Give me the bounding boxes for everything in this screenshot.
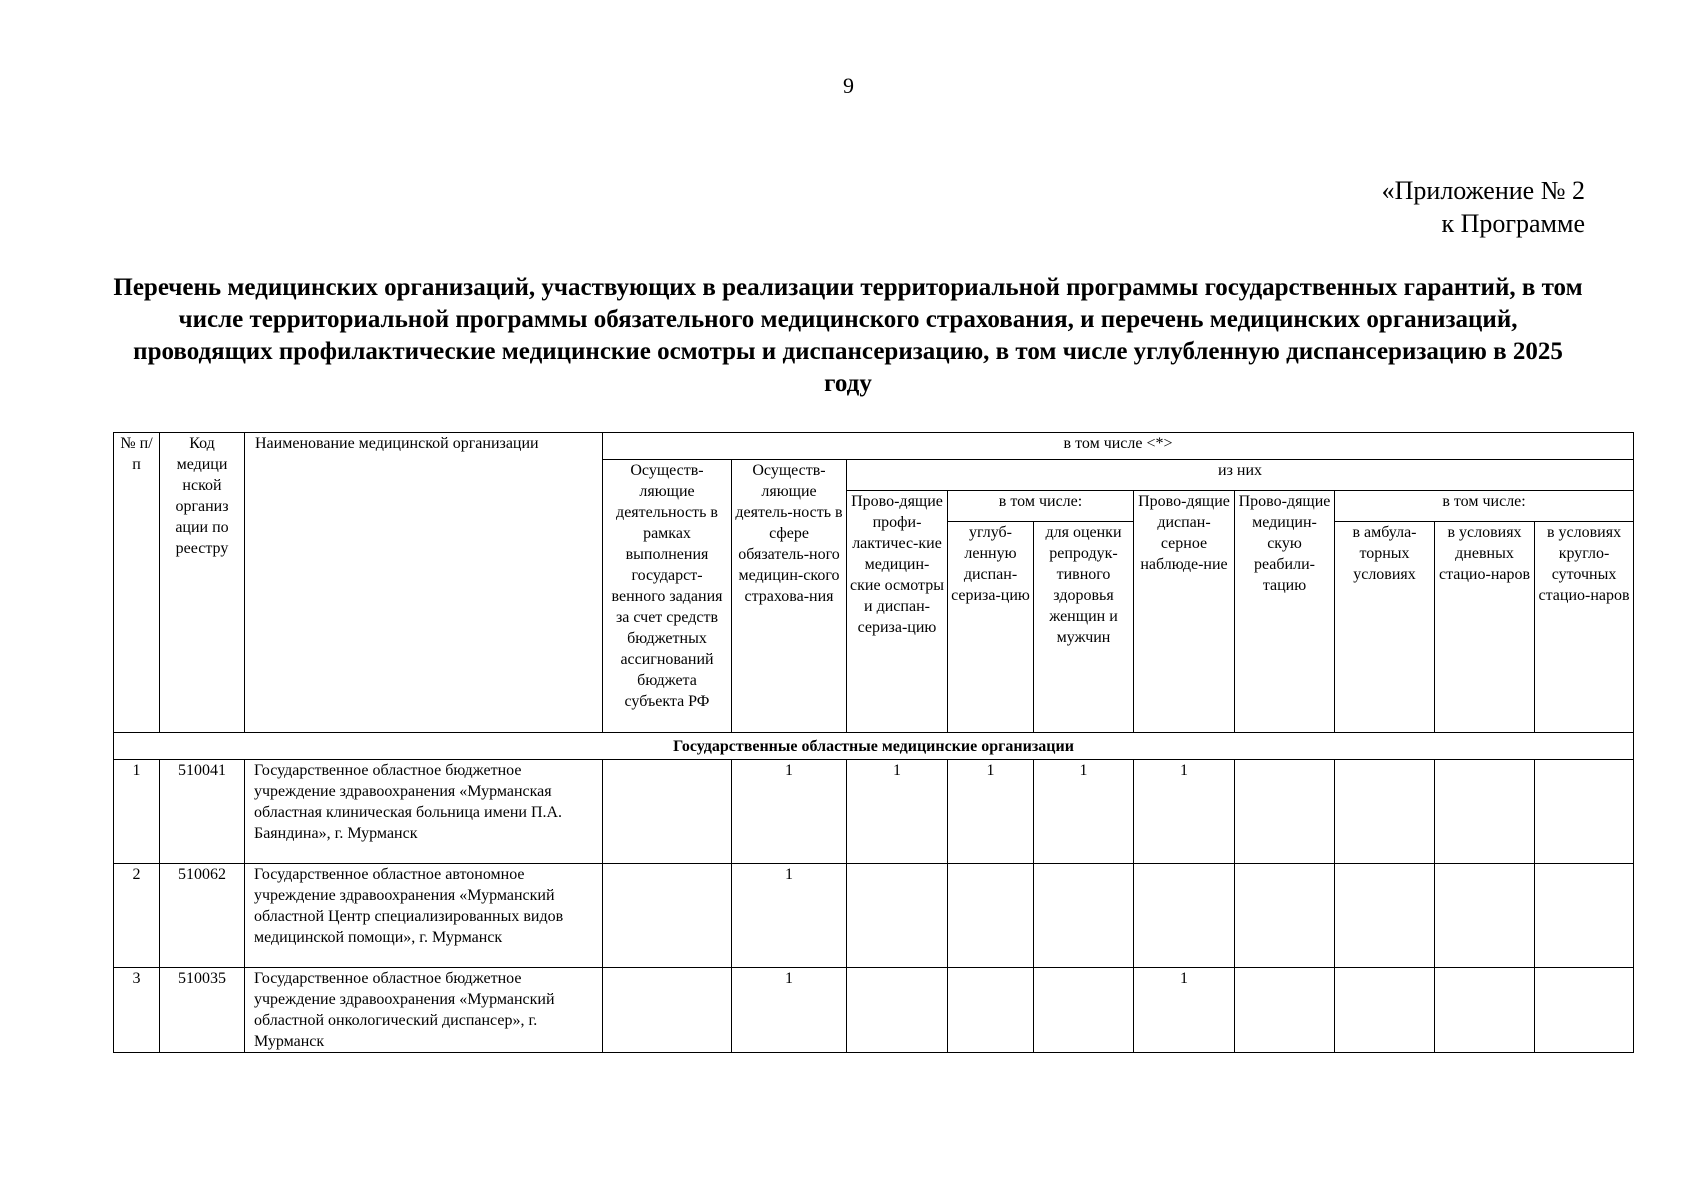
appendix-line-1: «Приложение № 2 xyxy=(1381,176,1585,205)
header-deep: углуб-ленную диспан-сериза-цию xyxy=(948,522,1034,733)
cell-oms: 1 xyxy=(732,968,847,1053)
cell-reproductive xyxy=(1034,864,1134,968)
header-oms: Осуществ-ляющие деятель-ность в сфере обязатель-ного медицин-ского страхова-ния xyxy=(732,460,847,733)
cell-num: 2 xyxy=(114,864,160,968)
header-including: в том числе <*> xyxy=(603,433,1634,460)
appendix-label xyxy=(1382,174,1585,240)
cell-rehab xyxy=(1235,968,1335,1053)
header-including-1: в том числе: xyxy=(948,491,1134,522)
cell-state-task xyxy=(603,760,732,864)
section-row xyxy=(114,733,1634,760)
cell-name: Государственное областное автономное учреждение здравоохранения «Мурманский областной Центр специализированных видов медицинской помощи», г. Мурманск xyxy=(245,864,603,968)
cell-dispensary: 1 xyxy=(1134,760,1235,864)
cell-day-hospital xyxy=(1435,864,1535,968)
cell-prof-exams xyxy=(847,864,948,968)
cell-ambulatory xyxy=(1335,968,1435,1053)
table-row xyxy=(114,760,1634,864)
document-title: Перечень медицинских организаций, участвующих в реализации территориальной программы государственных гарантий, в том числе территориальной программы обязательного медицинского страхования, и перечень медицинских организаций, проводящих профилактические медицинские осмотры и диспансеризацию, в том числе углубленную диспансеризацию в 2025 году xyxy=(113,274,1583,397)
header-prof-exams: Прово-дящие профи-лактичес-кие медицин-ские осмотры и диспан-сериза-цию xyxy=(847,491,948,733)
cell-reproductive: 1 xyxy=(1034,760,1134,864)
cell-name: Государственное областное бюджетное учреждение здравоохранения «Мурманская областная клиническая больница имени П.А. Баяндина», г. Мурманск xyxy=(245,760,603,864)
header-state-task: Осуществ-ляющие деятельность в рамках выполнения государст-венного задания за счет средств бюджетных ассигнований бюджета субъекта РФ xyxy=(603,460,732,733)
cell-rehab xyxy=(1235,864,1335,968)
header-of-them: из них xyxy=(847,460,1634,491)
cell-day-hospital xyxy=(1435,760,1535,864)
cell-code: 510035 xyxy=(160,968,245,1053)
cell-prof-exams: 1 xyxy=(847,760,948,864)
cell-code: 510062 xyxy=(160,864,245,968)
cell-reproductive xyxy=(1034,968,1134,1053)
cell-state-task xyxy=(603,864,732,968)
header-dispensary: Прово-дящие диспан-серное наблюде-ние xyxy=(1134,491,1235,733)
cell-deep: 1 xyxy=(948,760,1034,864)
table-row xyxy=(114,864,1634,968)
cell-round-clock xyxy=(1535,760,1634,864)
header-ambulatory: в амбула-торных условиях xyxy=(1335,522,1435,733)
header-name: Наименование медицинской организации xyxy=(245,433,603,733)
cell-dispensary: 1 xyxy=(1134,968,1235,1053)
header-including-2: в том числе: xyxy=(1335,491,1634,522)
section-title: Государственные областные медицинские организации xyxy=(114,733,1634,760)
cell-prof-exams xyxy=(847,968,948,1053)
header-reproductive: для оценки репродук-тивного здоровья женщин и мужчин xyxy=(1034,522,1134,733)
header-num: № п/п xyxy=(114,433,160,733)
cell-code: 510041 xyxy=(160,760,245,864)
cell-num: 3 xyxy=(114,968,160,1053)
cell-dispensary xyxy=(1134,864,1235,968)
cell-oms: 1 xyxy=(732,864,847,968)
cell-deep xyxy=(948,864,1034,968)
cell-ambulatory xyxy=(1335,864,1435,968)
cell-day-hospital xyxy=(1435,968,1535,1053)
appendix-line-2: к Программе xyxy=(1441,209,1585,238)
page-number: 9 xyxy=(843,73,854,98)
cell-name: Государственное областное бюджетное учреждение здравоохранения «Мурманский областной онкологический диспансер», г. Мурманск xyxy=(245,968,603,1053)
cell-ambulatory xyxy=(1335,760,1435,864)
header-day-hospital: в условиях дневных стацио-наров xyxy=(1435,522,1535,733)
header-rehab: Прово-дящие медицин-скую реабили-тацию xyxy=(1235,491,1335,733)
cell-num: 1 xyxy=(114,760,160,864)
table-row xyxy=(114,968,1634,1053)
cell-round-clock xyxy=(1535,864,1634,968)
cell-state-task xyxy=(603,968,732,1053)
cell-round-clock xyxy=(1535,968,1634,1053)
cell-rehab xyxy=(1235,760,1335,864)
header-round-clock: в условиях кругло-суточных стацио-наров xyxy=(1535,522,1634,733)
cell-deep xyxy=(948,968,1034,1053)
organizations-table xyxy=(113,432,1634,1053)
cell-oms: 1 xyxy=(732,760,847,864)
header-code: Код медици нской организ ации по реестру xyxy=(160,433,245,733)
